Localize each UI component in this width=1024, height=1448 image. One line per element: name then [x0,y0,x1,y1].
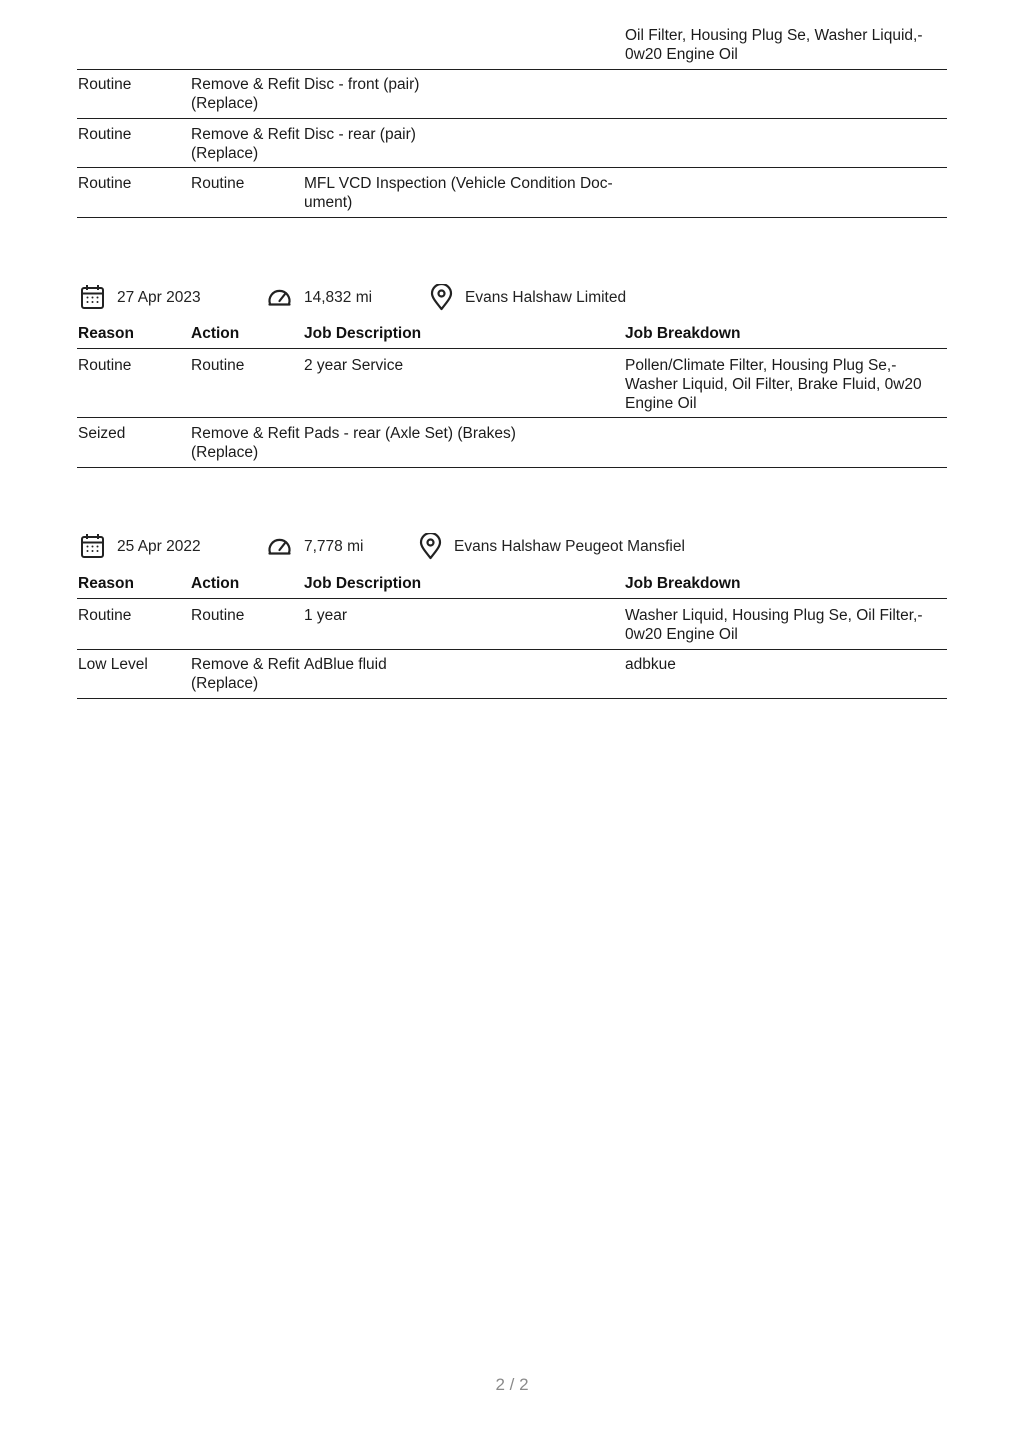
description-cell: Disc - front (pair) [304,76,420,93]
description-cell: Disc - rear (pair) [304,126,416,143]
mileage-text: 14,832 mi [304,288,373,306]
header-divider [77,598,947,599]
record-location [419,531,685,561]
action-cell: Remove & Refit (Replace) [191,126,300,162]
speedometer-icon [266,286,293,308]
date-text: 27 Apr 2023 [117,288,201,306]
header-divider [77,348,947,349]
breakdown-cell: Oil Filter, Housing Plug Se, Washer Liquid,- 0w20 Engine Oil [625,27,923,63]
description-cell: 2 year Service [304,357,404,374]
description-cell: Pads - rear (Axle Set) (Brakes) [304,425,516,442]
reason-cell: Routine [78,607,132,624]
record-mileage [266,531,363,561]
action-cell: Routine [191,357,245,374]
action-header: Action [191,575,240,592]
location-text: Evans Halshaw Limited [465,288,627,306]
location-text: Evans Halshaw Peugeot Mansfiel [454,537,685,555]
action-cell: Remove & Refit (Replace) [191,656,300,692]
reason-cell: Routine [78,175,132,192]
row-divider [77,649,947,650]
description-cell: AdBlue fluid [304,656,387,673]
breakdown-cell: Pollen/Climate Filter, Housing Plug Se,- Washer Liquid, Oil Filter, Brake Fluid, 0w20 Engine Oil [625,357,922,412]
reason-cell: Routine [78,76,132,93]
breakdown-header: Job Breakdown [625,325,741,342]
reason-cell: Routine [78,357,132,374]
record-meta [0,531,1024,561]
row-divider [77,417,947,418]
breakdown-header: Job Breakdown [625,575,741,592]
record-date [80,282,201,312]
record-mileage [266,282,372,312]
action-cell: Routine [191,607,245,624]
calendar-icon [80,533,105,559]
reason-header: Reason [78,575,134,592]
row-divider [77,217,947,218]
reason-cell: Routine [78,126,132,143]
map-pin-icon [419,533,442,560]
row-divider [77,698,947,699]
description-header: Job Description [304,575,422,592]
row-divider [77,69,947,70]
action-cell: Remove & Refit (Replace) [191,425,300,461]
reason-header: Reason [78,325,134,342]
row-divider [77,467,947,468]
action-header: Action [191,325,240,342]
description-header: Job Description [304,325,422,342]
row-divider [77,167,947,168]
action-cell: Remove & Refit (Replace) [191,76,300,112]
breakdown-cell: adbkue [625,656,676,673]
calendar-icon [80,284,105,310]
record-date [80,531,201,561]
date-text: 25 Apr 2022 [117,537,201,555]
description-cell: MFL VCD Inspection (Vehicle Condition Doc- ument) [304,175,613,211]
action-cell: Routine [191,175,245,192]
page-indicator: 2 / 2 [495,1375,529,1394]
speedometer-icon [266,535,293,557]
reason-cell: Low Level [78,656,148,673]
description-cell: 1 year [304,607,348,624]
record-location [430,282,626,312]
row-divider [77,118,947,119]
breakdown-cell: Washer Liquid, Housing Plug Se, Oil Filter,- 0w20 Engine Oil [625,607,923,643]
record-meta [0,282,1024,312]
mileage-text: 7,778 mi [304,537,364,555]
map-pin-icon [430,284,453,311]
reason-cell: Seized [78,425,126,442]
